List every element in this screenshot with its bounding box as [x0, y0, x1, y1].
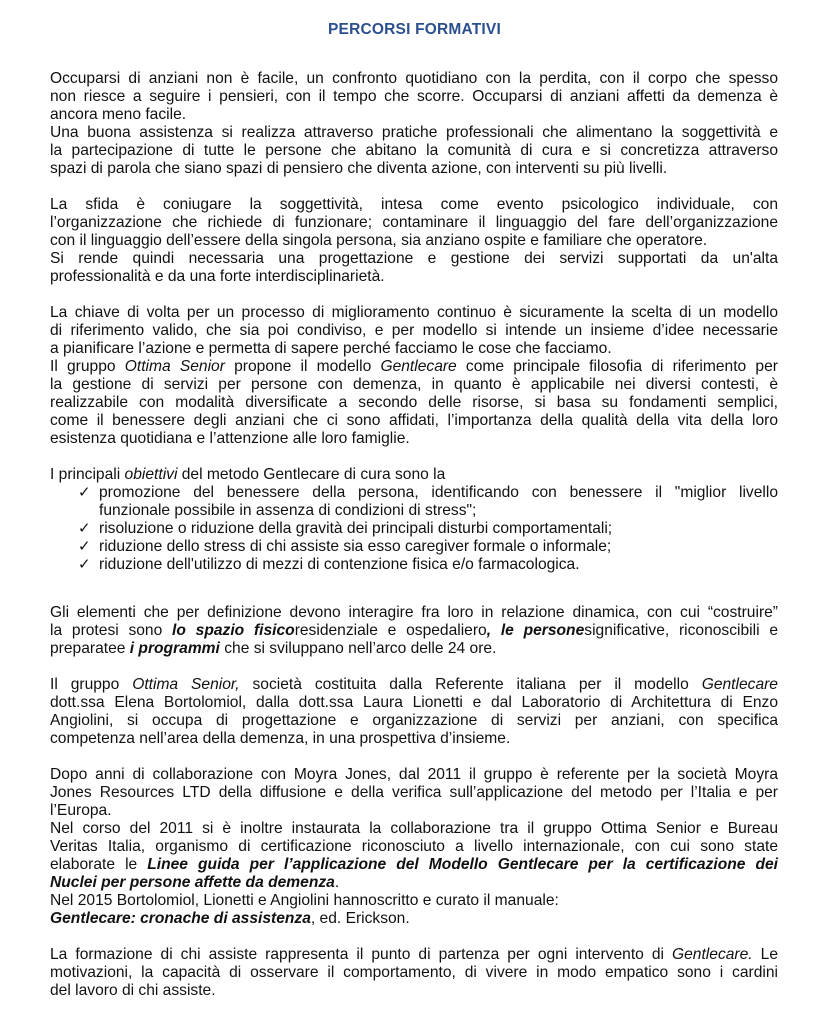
paragraph-line: Gli elementi che per definizione devono interagire fra loro in relazione dinamica, con cui “costruire”: [50, 604, 778, 621]
paragraph-line: la gestione di servizi per persone con demenza, in quanto è applicabile nei diversi contesti, è: [50, 376, 778, 393]
paragraph-line: a pianificare l’azione e permetta di sapere perché facciamo le cose che facciamo.: [50, 340, 612, 357]
paragraph-line: Angiolini, si occupa di progettazione e organizzazione di servizi per anziani, con specifica: [50, 712, 778, 729]
paragraph-line: La formazione di chi assiste rappresenta il punto di partenza per ogni intervento di Gentlecare. Le: [50, 946, 778, 963]
italic-term: Ottima Senior,: [132, 676, 240, 693]
paragraph-line: motivazioni, la capacità di osservare il comportamento, di vivere in modo empatico sono i cardini: [50, 964, 778, 981]
paragraph-line: con il linguaggio dell’essere della singola persona, sia anziano ospite e familiare che operatore.: [50, 232, 708, 249]
paragraph-line: preparatee i programmi che si sviluppano nell’arco delle 24 ore.: [50, 640, 497, 657]
check-mark-icon: ✓: [78, 520, 91, 537]
paragraph-line: come il benessere degli anziani che ci sono affidati, l’importanza della qualità della vita della loro: [50, 412, 778, 429]
italic-term: obiettivi: [124, 466, 178, 483]
paragraph-line: spazi di parola che siano spazi di pensiero che diventa azione, con interventi su più livelli.: [50, 160, 668, 177]
paragraph-line: non riesce a seguire i pensieri, con il tempo che scorre. Occuparsi di anziani affetti da demenza è: [50, 88, 778, 105]
bold-italic-term: Linee guida per l’applicazione del Modello Gentlecare per la certificazione dei: [147, 856, 778, 873]
bold-italic-term: Gentlecare: cronache di assistenza: [50, 910, 311, 927]
bullet-item: risoluzione o riduzione della gravità dei principali disturbi comportamentali;: [99, 520, 613, 537]
paragraph-line: elaborate le Linee guida per l’applicazione del Modello Gentlecare per la certificazione dei: [50, 856, 778, 873]
paragraph-line: di riferimento valido, che sia poi condiviso, e per modello si intende un insieme d’idee necessarie: [50, 322, 778, 339]
paragraph-line: dott.ssa Elena Bortolomiol, dalla dott.ssa Laura Lionetti e dal Laboratorio di Architettura di Enzo: [50, 694, 778, 711]
paragraph-line: realizzabile con modalità diversificate a secondo delle risorse, si basa su fondamenti semplici,: [50, 394, 778, 411]
page-title: PERCORSI FORMATIVI: [328, 21, 501, 38]
check-mark-icon: ✓: [78, 484, 91, 501]
paragraph-line: Una buona assistenza si realizza attraverso pratiche professionali che alimentano la soggettività e: [50, 124, 778, 141]
paragraph-line: I principali obiettivi del metodo Gentlecare di cura sono la: [50, 466, 446, 483]
paragraph-line: la partecipazione di tutte le persone che abitano la comunità di cura e si concretizza attraverso: [50, 142, 778, 159]
paragraph-line: Dopo anni di collaborazione con Moyra Jones, dal 2011 il gruppo è referente per la società Moyra: [50, 766, 778, 783]
paragraph-line: esistenza quotidiana e l’attenzione alle loro famiglie.: [50, 430, 410, 447]
paragraph-line: Gentlecare: cronache di assistenza, ed. Erickson.: [50, 910, 410, 927]
bullet-item: riduzione dello stress di chi assiste sia esso caregiver formale o informale;: [99, 538, 612, 555]
paragraph-line: l’Europa.: [50, 802, 112, 819]
paragraph-line: Veritas Italia, organismo di certificazione riconosciuto a livello internazionale, con cui sono state: [50, 838, 778, 855]
paragraph-line: Occuparsi di anziani non è facile, un confronto quotidiano con la perdita, con il corpo che spesso: [50, 70, 778, 87]
paragraph-line: l’organizzazione che richiede di funzionare; contaminare il linguaggio del fare dell’organizzazione: [50, 214, 778, 231]
paragraph-line: del lavoro di chi assiste.: [50, 982, 216, 999]
check-mark-icon: ✓: [78, 556, 91, 573]
paragraph-line: competenza nell’area della demenza, in una prospettiva d’insieme.: [50, 730, 511, 747]
italic-term: Ottima Senior: [124, 358, 225, 375]
paragraph-line: Nel 2015 Bortolomiol, Lionetti e Angiolini hannoscritto e curato il manuale:: [50, 892, 559, 909]
bullet-item: funzionale possibile in assenza di condizioni di stress";: [99, 502, 477, 519]
italic-term: Gentlecare: [701, 676, 778, 693]
bullet-item: riduzione dell'utilizzo di mezzi di contenzione fisica e/o farmacologica.: [99, 556, 580, 573]
paragraph-line: Nel corso del 2011 si è inoltre instaurata la collaborazione tra il gruppo Ottima Senior e Bureau: [50, 820, 778, 837]
bold-italic-term: , le persone: [486, 622, 585, 639]
bold-italic-term: i programmi: [129, 640, 220, 657]
italic-term: Gentlecare.: [672, 946, 753, 963]
paragraph-line: Nuclei per persone affette da demenza.: [50, 874, 340, 891]
check-mark-icon: ✓: [78, 538, 91, 555]
paragraph-line: La chiave di volta per un processo di miglioramento continuo è sicuramente la scelta di un modello: [50, 304, 778, 321]
bold-italic-term: lo spazio fisico: [172, 622, 295, 639]
paragraph-line: la protesi sono lo spazio fisicoresidenziale e ospedaliero, le personesignificative, riconoscibili e: [50, 622, 778, 639]
bullet-item: promozione del benessere della persona, identificando con benessere il "miglior livello: [99, 484, 778, 501]
paragraph-line: La sfida è coniugare la soggettività, intesa come evento psicologico individuale, con: [50, 196, 778, 213]
italic-term: Gentlecare: [380, 358, 457, 375]
bold-italic-term: Nuclei per persone affette da demenza: [50, 874, 335, 891]
paragraph-line: Il gruppo Ottima Senior propone il modello Gentlecare come principale filosofia di riferimento per: [50, 358, 778, 375]
paragraph-line: Il gruppo Ottima Senior, società costituita dalla Referente italiana per il modello Gentlecare: [50, 676, 778, 693]
paragraph-line: Si rende quindi necessaria una progettazione e gestione dei servizi supportati da un'alta: [50, 250, 778, 267]
paragraph-line: professionalità e da una forte interdisciplinarietà.: [50, 268, 385, 285]
paragraph-line: ancora meno facile.: [50, 106, 187, 123]
paragraph-line: Jones Resources LTD della diffusione e della verifica sull’applicazione del metodo per l’Italia e per: [50, 784, 778, 801]
